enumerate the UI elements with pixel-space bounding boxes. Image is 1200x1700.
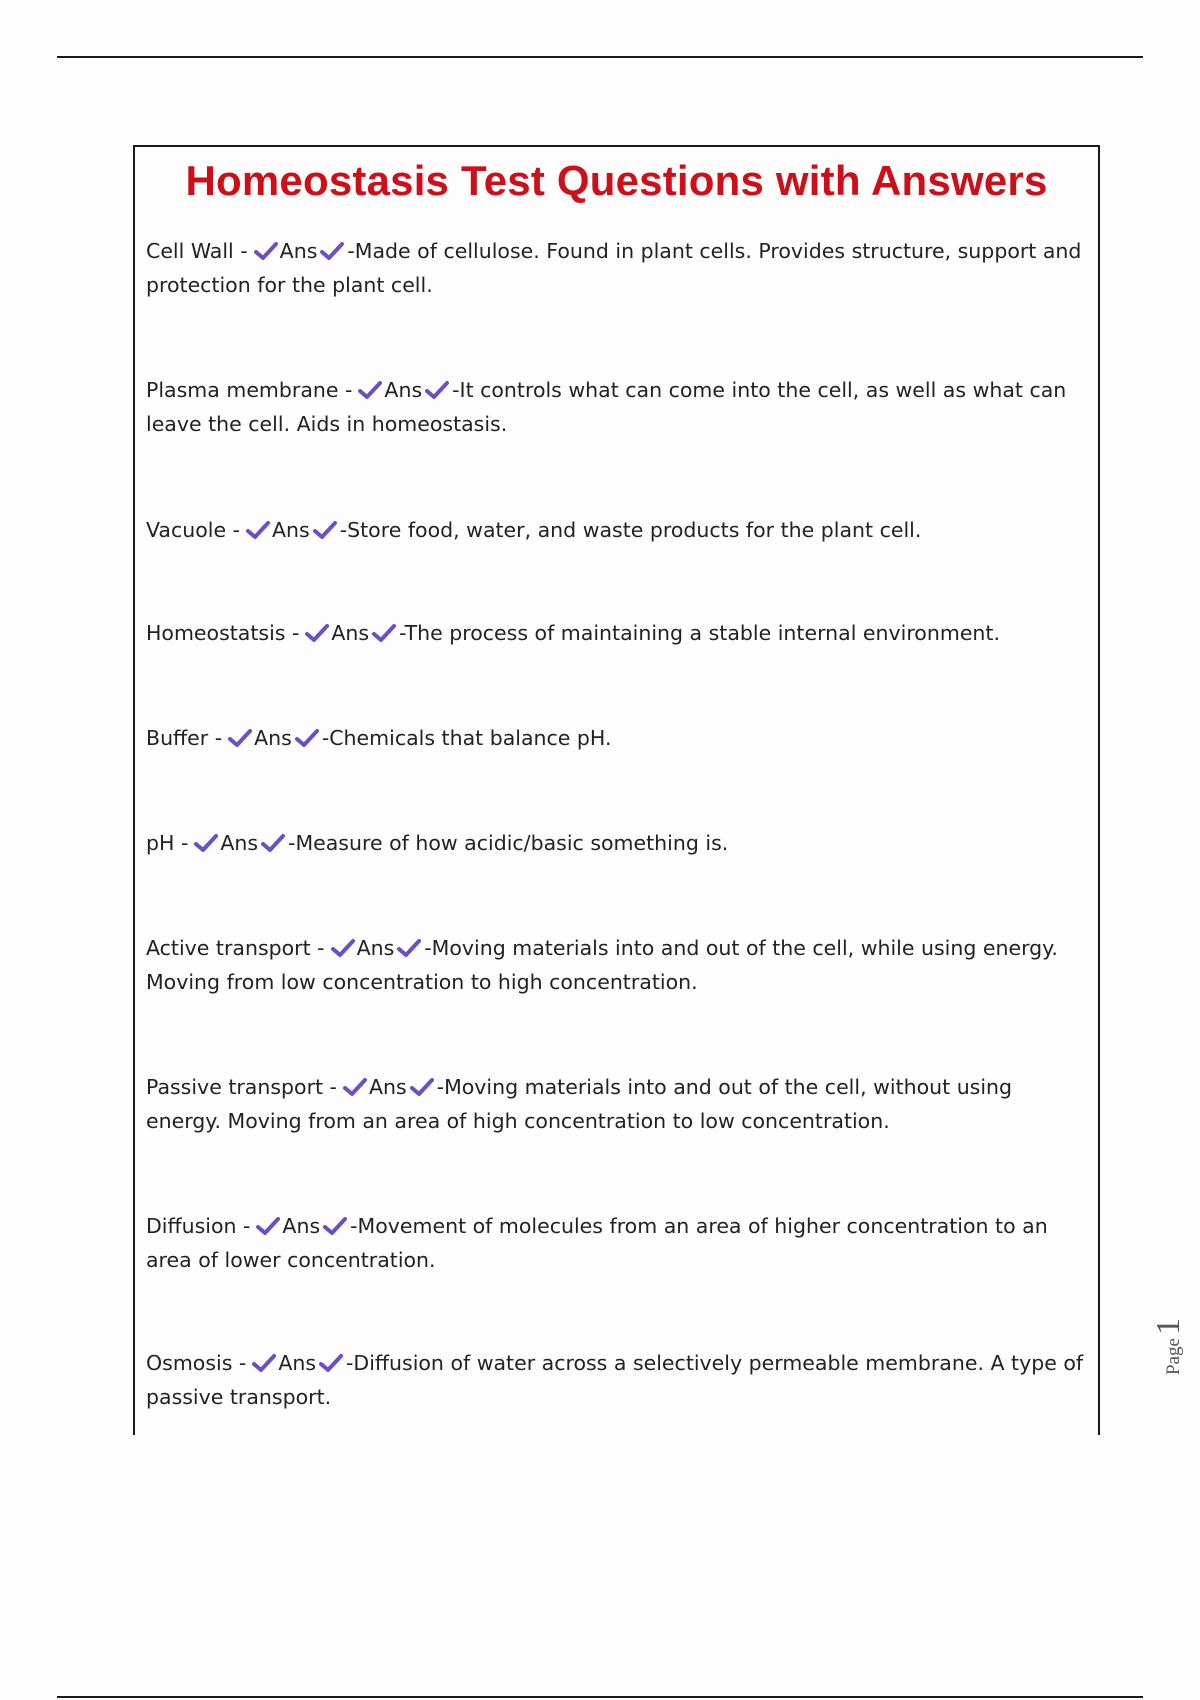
check-icon [343,1077,367,1097]
qa-term: Homeostatsis - [146,621,300,645]
check-icon [397,938,421,958]
answer-marker: Ans [278,1351,317,1375]
check-icon [320,241,344,261]
check-icon [246,520,270,540]
check-icon [228,728,252,748]
check-icon [194,833,218,853]
page-number [1150,1315,1200,1375]
qa-item [146,1070,1091,1138]
qa-answer: -Measure of how acidic/basic something is. [288,831,729,855]
qa-term: Buffer - [146,726,223,750]
check-icon [295,728,319,748]
qa-item [146,1209,1091,1277]
qa-item [146,616,1091,650]
qa-term: pH - [146,831,189,855]
qa-item [146,513,1091,547]
qa-answer: -The process of maintaining a stable internal environment. [399,621,1000,645]
check-icon [256,1216,280,1236]
qa-item [146,826,1091,860]
qa-term: Active transport - [146,936,325,960]
check-icon [425,380,449,400]
check-icon [261,833,285,853]
qa-item [146,1346,1091,1414]
answer-marker: Ans [331,621,370,645]
qa-answer: -It controls what can come into the cell, as well as what can leave the cell. Aids in homeostasis. [146,378,1067,436]
qa-term: Vacuole - [146,518,241,542]
document-frame [133,145,1100,1435]
check-icon [358,380,382,400]
check-icon [305,623,329,643]
check-icon [323,1216,347,1236]
check-icon [313,520,337,540]
qa-answer: -Moving materials into and out of the cell, without using energy. Moving from an area of high concentration to low concentration. [146,1075,1013,1133]
qa-answer: -Chemicals that balance pH. [321,726,612,750]
answer-marker: Ans [220,831,259,855]
answer-marker: Ans [279,239,318,263]
check-icon [410,1077,434,1097]
check-icon [319,1353,343,1373]
qa-term: Cell Wall - [146,239,248,263]
qa-answer: -Made of cellulose. Found in plant cells. Provides structure, support and protection for the plant cell. [146,239,1082,297]
answer-marker: Ans [368,1075,407,1099]
check-icon [331,938,355,958]
qa-item [146,234,1091,302]
qa-term: Diffusion - [146,1214,251,1238]
qa-term: Passive transport - [146,1075,337,1099]
page-label: Page [1163,1338,1184,1375]
qa-item [146,721,1091,755]
answer-marker: Ans [272,518,310,542]
qa-term: Osmosis - [146,1351,247,1375]
header-rule [57,56,1143,58]
check-icon [254,241,278,261]
qa-item [146,373,1091,441]
answer-marker: Ans [282,1214,321,1238]
answer-marker: Ans [356,936,395,960]
qa-term: Plasma membrane - [146,378,353,402]
page-title: Homeostasis Test Questions with Answers [185,157,1048,204]
check-icon [372,623,396,643]
footer-rule [57,1696,1143,1698]
qa-answer: -Store food, water, and waste products for the plant cell. [339,518,922,542]
qa-answer: -Moving materials into and out of the cell, while using energy. Moving from low concentration to high concentration. [146,936,1058,994]
qa-answer: -Diffusion of water across a selectively permeable membrane. A type of passive transport. [146,1351,1084,1409]
check-icon [252,1353,276,1373]
answer-marker: Ans [384,378,423,402]
answer-marker: Ans [254,726,292,750]
qa-item [146,931,1091,999]
qa-answer: -Movement of molecules from an area of higher concentration to an area of lower concentration. [146,1214,1048,1272]
page-digit: 1 [1150,1318,1187,1336]
